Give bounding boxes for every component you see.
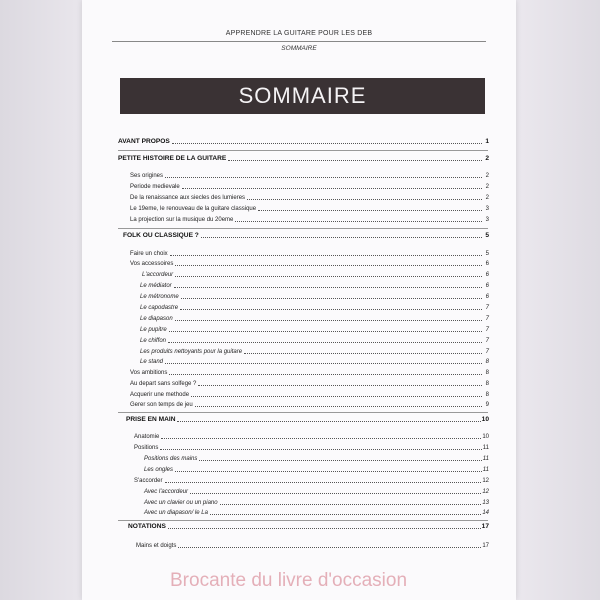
toc-entry-positions-des-mains: Positions des mains 11: [144, 456, 489, 462]
toc-entry-ambitions: Vos ambitions 8: [130, 370, 489, 376]
toc-entry-methode: Acquerir une methode 8: [130, 392, 489, 398]
toc-entry-folk-ou-classique: FOLK OU CLASSIQUE ? 5: [123, 232, 489, 239]
toc-entry-metronome: Le métronome 6: [140, 294, 489, 300]
section-divider: [118, 150, 488, 151]
toc-entry-ongles: Les ongles 11: [144, 467, 489, 473]
toc-entry-chiffon: Le chiffon 7: [140, 338, 489, 344]
toc-entry-mains-et-doigts: Mains et doigts 17: [136, 543, 489, 549]
toc-entry-19eme: Le 19eme, le renouveau de la guitare classique 3: [130, 206, 489, 212]
toc-entry-projection: La projection sur la musique du 20eme 3: [130, 217, 489, 223]
toc-entry-solfege: Au depart sans solfege ? 8: [130, 381, 489, 387]
running-header-subtitle: SOMMAIRE: [281, 45, 317, 52]
toc-entry-capodastre: Le capodastre 7: [140, 305, 489, 311]
toc-entry-origines: Ses origines 2: [130, 173, 489, 179]
toc-entry-diapason: Le diapason 7: [140, 316, 489, 322]
toc-entry-anatomie: Anatomie 10: [134, 434, 489, 440]
toc-entry-accordeur: L'accordeur 6: [142, 272, 489, 278]
seller-watermark: Brocante du livre d'occasion: [170, 570, 408, 591]
background-left: [0, 0, 82, 600]
toc-entry-produits-nettoyants: Les produits nettoyants pour la guitare 7: [140, 349, 489, 355]
toc-entry-pupitre: Le pupitre 7: [140, 327, 489, 333]
section-divider: [118, 412, 488, 413]
toc-entry-avec-diapason: Avec un diapason/ le La 14: [144, 510, 489, 516]
toc-entry-saccorder: S'accorder 12: [134, 478, 489, 484]
table-of-contents: [82, 0, 516, 600]
toc-entry-prise-en-main: PRISE EN MAIN 10: [126, 416, 489, 423]
toc-entry-stand: Le stand 8: [140, 359, 489, 365]
toc-entry-avant-propos: AVANT PROPOS 1: [118, 138, 489, 145]
toc-entry-petite-histoire: PETITE HISTOIRE DE LA GUITARE 2: [118, 155, 489, 162]
toc-entry-medievale: Periode medievale 2: [130, 184, 489, 190]
banner-title: SOMMAIRE: [238, 83, 367, 108]
book-page: [82, 0, 516, 600]
toc-entry-mediator: Le médiator 6: [140, 283, 489, 289]
toc-entry-renaissance: De la renaissance aux siecles des lumieres 2: [130, 195, 489, 201]
toc-entry-temps-de-jeu: Gerer son temps de jeu 9: [130, 402, 489, 408]
toc-entry-positions: Positions 11: [134, 445, 489, 451]
toc-entry-accessoires: Vos accessoires 6: [130, 261, 489, 267]
toc-entry-notations: NOTATIONS 17: [128, 523, 489, 530]
toc-entry-avec-accordeur: Avec l'accordeur 12: [144, 489, 489, 495]
background-right: [516, 0, 600, 600]
running-header-title: APPRENDRE LA GUITARE POUR LES DEB: [225, 30, 373, 37]
toc-entry-faire-un-choix: Faire un choix 5: [130, 251, 489, 257]
toc-entry-avec-clavier: Avec un clavier ou un piano 13: [144, 500, 489, 506]
section-divider: [118, 228, 488, 229]
